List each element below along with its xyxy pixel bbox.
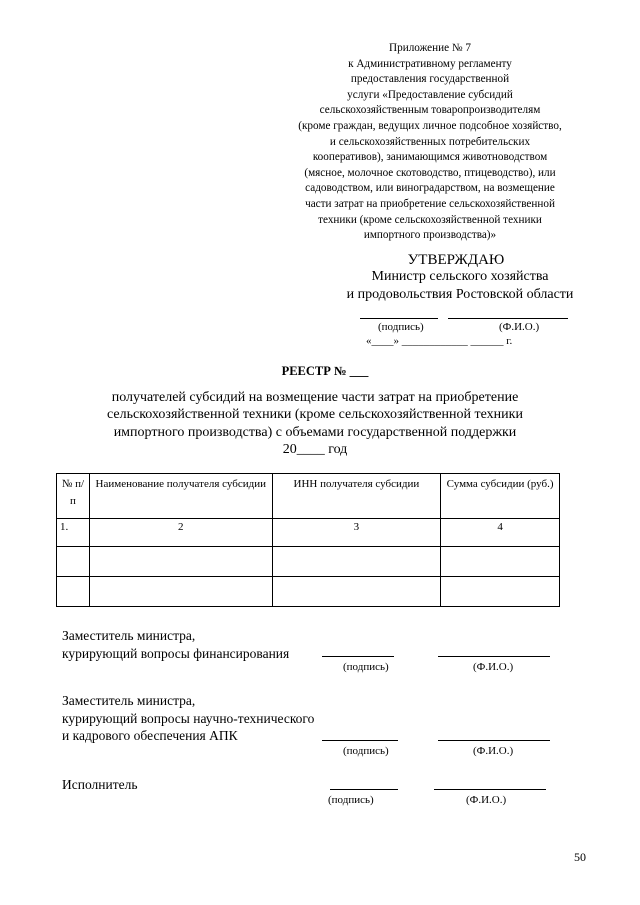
table-cell: 3 (272, 519, 441, 547)
deputy-science-name-label: (Ф.И.О.) (473, 745, 514, 757)
col-header-inn: ИНН получателя субсидии (272, 474, 441, 519)
table-row (57, 547, 560, 577)
table-row (57, 519, 560, 547)
approval-title: УТВЕРЖДАЮ (407, 252, 505, 268)
table-cell (89, 547, 272, 577)
executor-title: Исполнитель (62, 777, 138, 792)
registry-subtitle-line: получателей субсидий на возмещение части затрат на приобретение (111, 390, 519, 405)
approval-name-line (448, 318, 568, 319)
table-cell: 2 (89, 519, 272, 547)
executor-name-line (434, 789, 546, 790)
registry-subtitle (90, 389, 540, 459)
table-cell (89, 577, 272, 607)
appendix-line: кооперативов), занимающимся животноводством (312, 151, 548, 164)
appendix-line: сельскохозяйственным товаропроизводителям (319, 104, 541, 117)
appendix-header (270, 41, 590, 244)
page-number: 50 (574, 850, 586, 864)
col-header-number: № п/п (57, 474, 90, 519)
table-row (57, 577, 560, 607)
deputy-finance-title (62, 627, 289, 662)
deputy-science-sign-label: (подпись) (343, 745, 389, 757)
deputy-science-signature-line (322, 740, 398, 741)
appendix-line: садоводством, или виноградарством, на возмещение (305, 182, 555, 195)
table-header-row (57, 474, 560, 519)
deputy-finance-line1: Заместитель министра, (62, 628, 196, 643)
approval-signature-line (360, 318, 438, 319)
appendix-line: и сельскохозяйственных потребительских (329, 135, 531, 148)
deputy-science-line1: Заместитель министра, (62, 693, 196, 708)
col-header-amount: Сумма субсидии (руб.) (441, 474, 560, 519)
table-cell (441, 577, 560, 607)
table-cell (272, 547, 441, 577)
executor-signature-line (330, 789, 398, 790)
deputy-finance-signature-line (322, 656, 394, 657)
deputy-finance-name-line (438, 656, 550, 657)
table-cell (272, 577, 441, 607)
approval-name-label: (Ф.И.О.) (499, 321, 540, 333)
deputy-science-line2: курирующий вопросы научно-технического (62, 710, 315, 726)
table-cell: 4 (441, 519, 560, 547)
col-header-recipient: Наименование получателя субсидии (89, 474, 272, 519)
appendix-line: услуги «Предоставление субсидий (347, 88, 513, 101)
appendix-line: (мясное, молочное скотоводство, птицеводство), или (304, 166, 556, 179)
appendix-line: (кроме граждан, ведущих личное подсобное хозяйство, (298, 119, 562, 132)
table-cell: 1. (57, 519, 90, 547)
registry-subtitle-line: сельскохозяйственной техники (кроме сельскохозяйственной техники (107, 407, 523, 423)
approval-position-line2: и продовольствия Ростовской области (346, 287, 574, 302)
appendix-line: импортного производства)» (363, 229, 497, 242)
approval-date: «____» ____________ ______ г. (366, 335, 513, 347)
appendix-line: к Административному регламенту (348, 57, 512, 70)
deputy-finance-line2: курирующий вопросы финансирования (62, 645, 290, 661)
table-cell (441, 547, 560, 577)
appendix-line: Приложение № 7 (389, 42, 471, 54)
registry-subtitle-line: 20____ год (282, 442, 348, 458)
registry-subtitle-line: импортного производства) с объемами государственной поддержки (113, 424, 517, 440)
deputy-finance-sign-label: (подпись) (343, 661, 389, 673)
approval-position-line1: Министр сельского хозяйства (371, 269, 549, 284)
table-cell (57, 577, 90, 607)
appendix-line: части затрат на приобретение сельскохозяйственной (305, 197, 555, 210)
registry-title: РЕЕСТР № ___ (281, 364, 369, 378)
deputy-science-title (62, 692, 314, 745)
approval-sign-label: (подпись) (378, 321, 424, 333)
deputy-finance-name-label: (Ф.И.О.) (473, 661, 514, 673)
executor-sign-label: (подпись) (328, 794, 374, 806)
deputy-science-name-line (438, 740, 550, 741)
deputy-science-line3: и кадрового обеспечения АПК (62, 728, 238, 744)
appendix-line: предоставления государственной (350, 73, 510, 86)
appendix-line: техники (кроме сельскохозяйственной техники (318, 213, 542, 226)
executor-name-label: (Ф.И.О.) (466, 794, 507, 806)
registry-table (56, 473, 560, 607)
table-cell (57, 547, 90, 577)
